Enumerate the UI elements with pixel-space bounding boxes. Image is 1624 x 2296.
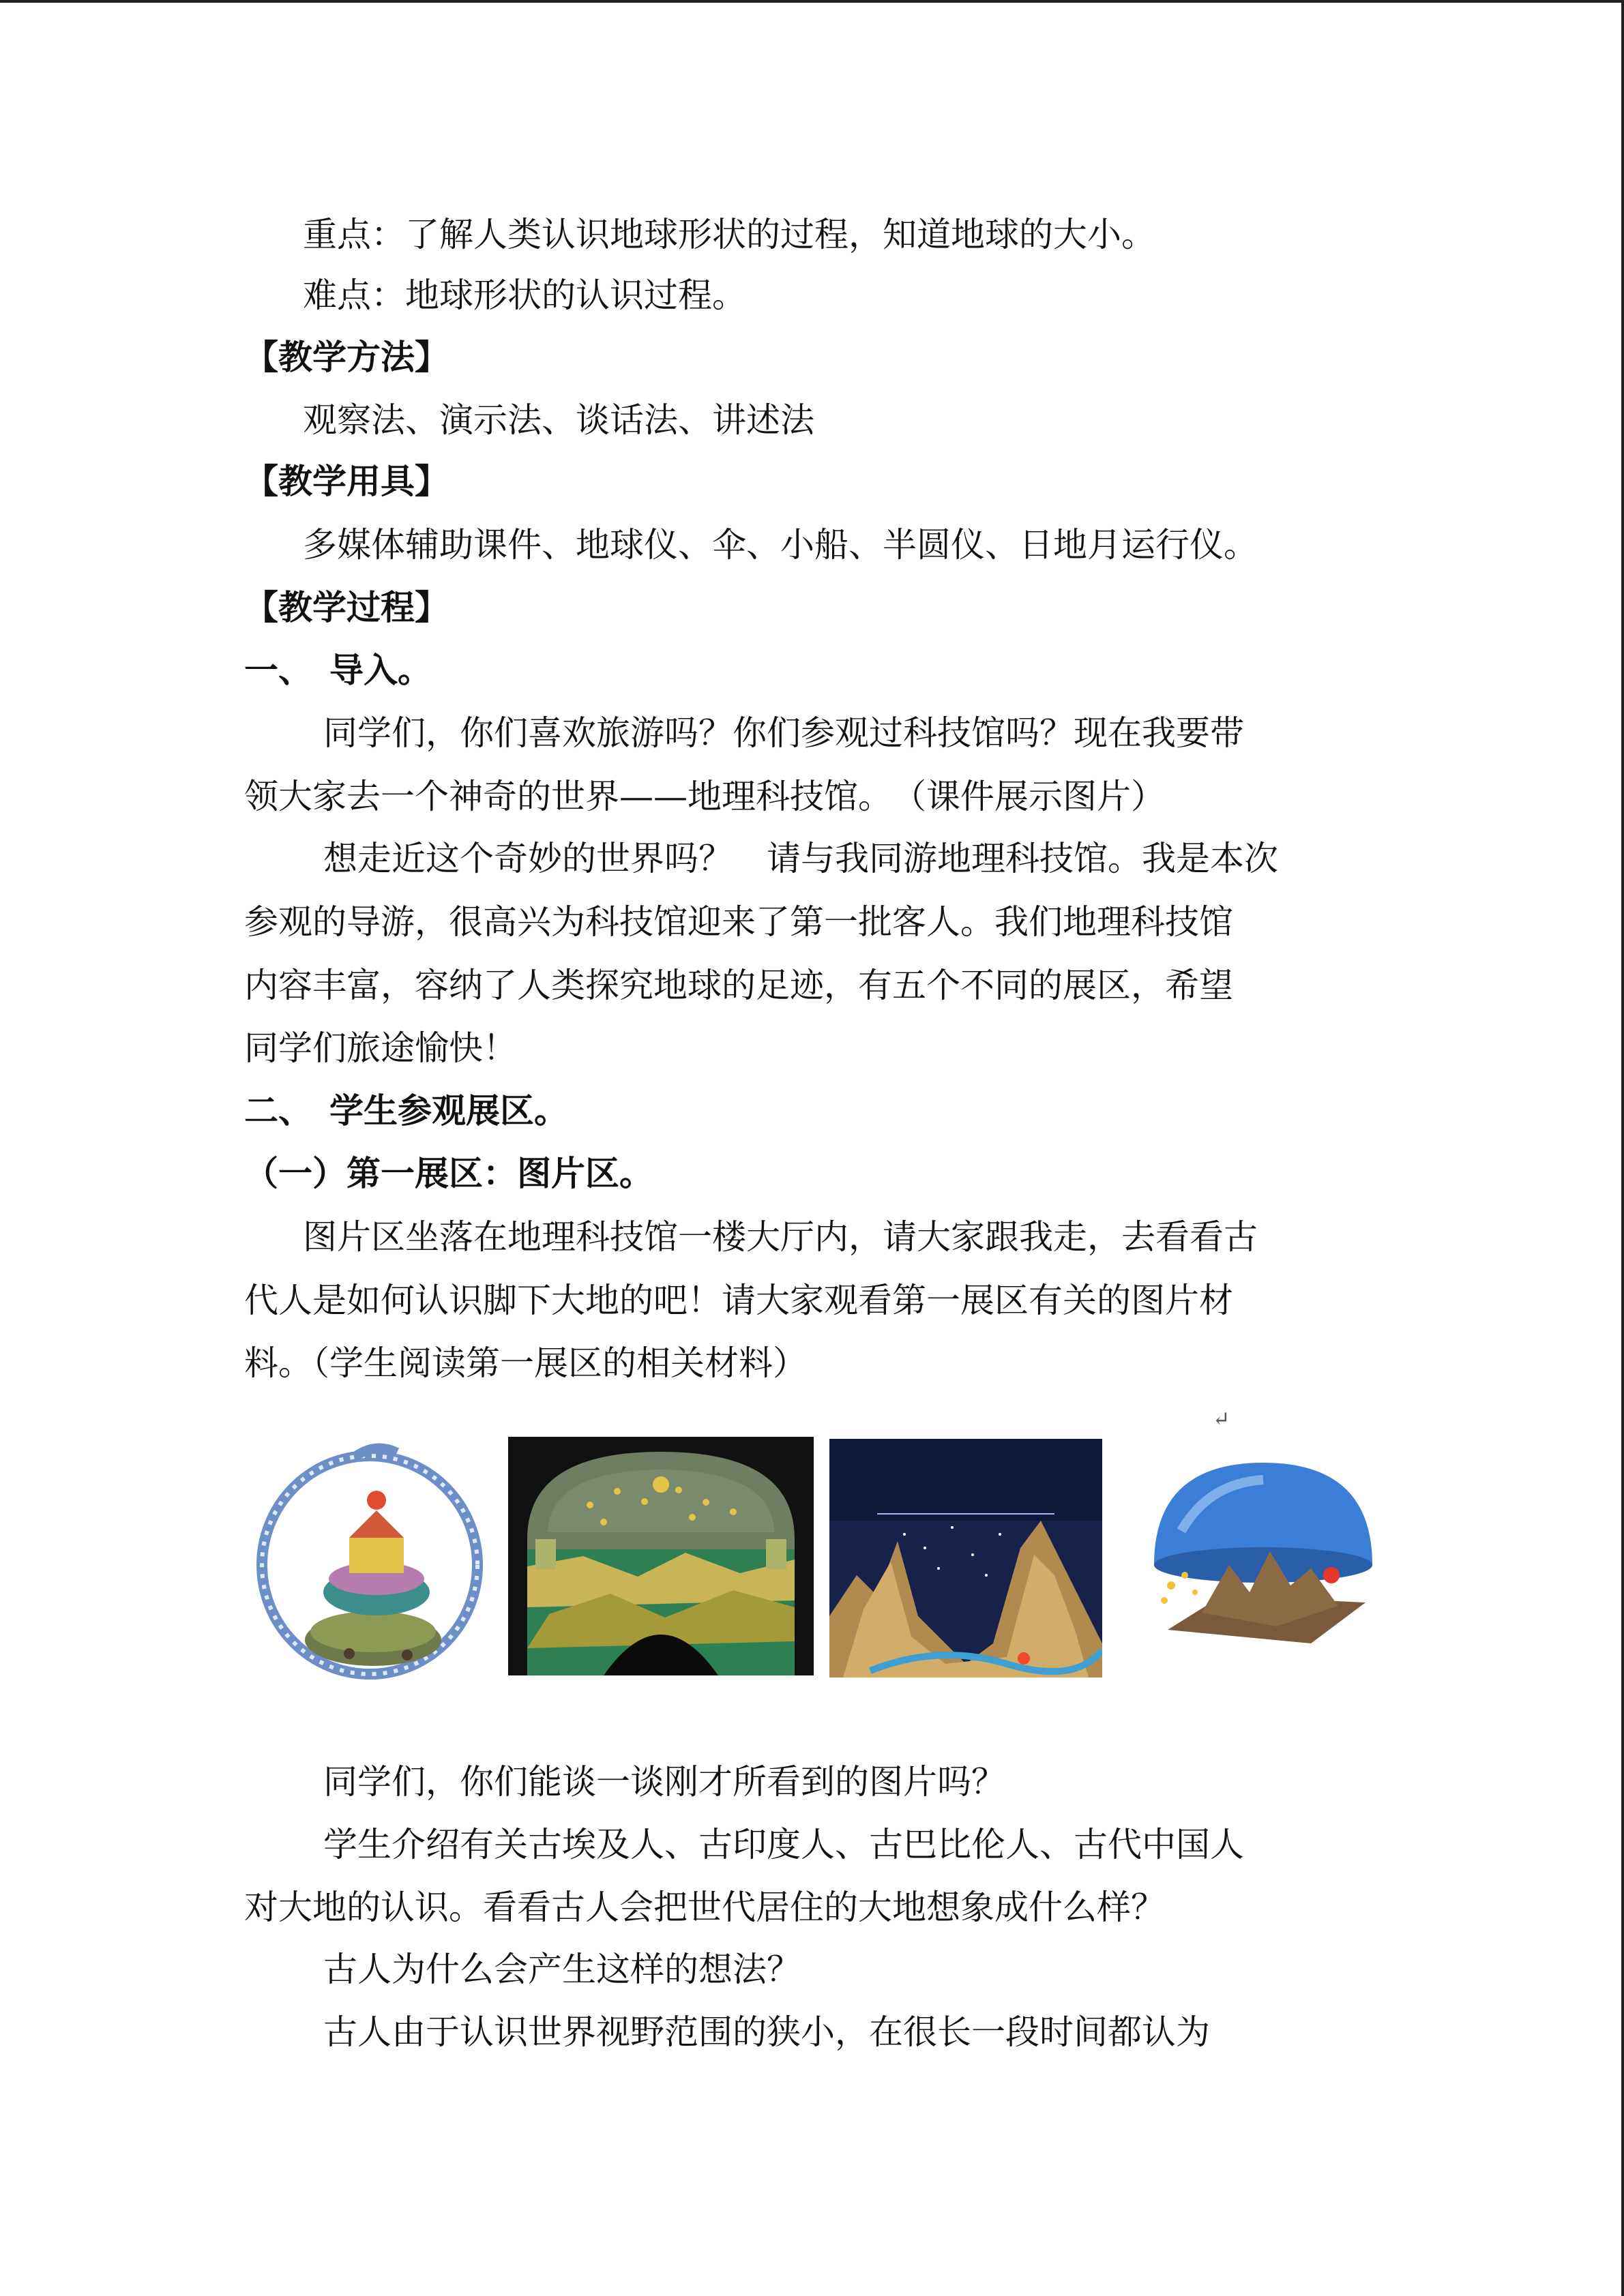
key-point-line: 重点：了解人类认识地球形状的过程，知道地球的大小。	[303, 215, 1155, 254]
paragraph-line: 想走近这个奇妙的世界吗？ 请与我同游地理科技馆。我是本次	[323, 839, 1278, 878]
paragraph-line: 同学们旅途愉快！	[244, 1028, 517, 1068]
paragraph-line: 领大家去一个神奇的世界——地理科技馆。 （课件展示图片）	[244, 777, 1165, 816]
paragraph-line: 内容丰富，容纳了人类探究地球的足迹，有五个不同的展区，希望	[244, 966, 1233, 1005]
paragraph-line: 同学们，你们能谈一谈刚才所看到的图片吗？	[323, 1762, 1005, 1802]
difficulty-line: 难点：地球形状的认识过程。	[303, 275, 746, 315]
turtle-elephant-serpent-cosmos-icon	[247, 1435, 506, 1696]
mountains-under-starry-sky-icon	[829, 1439, 1102, 1678]
paragraph-line: 对大地的认识。看看古人会把世代居住的大地想象成什么样？	[244, 1888, 1165, 1927]
section-heading-method: 【教学方法】	[244, 337, 449, 377]
subsection-heading: （一）第一展区：图片区。	[244, 1153, 653, 1193]
paragraph-line: 古人为什么会产生这样的想法？	[323, 1950, 801, 1989]
paragraph-line: 学生介绍有关古埃及人、古印度人、古巴比伦人、古代中国人	[323, 1825, 1244, 1864]
paragraph-line: 代人是如何认识脚下大地的吧！请大家观看第一展区有关的图片材	[244, 1281, 1233, 1320]
paragraph-line: 同学们，你们喜欢旅游吗？你们参观过科技馆吗？现在我要带	[323, 713, 1244, 753]
method-list: 观察法、演示法、谈话法、讲述法	[303, 400, 814, 440]
ancient-egyptian-earth-image	[508, 1437, 814, 1675]
section-heading-process: 【教学过程】	[244, 587, 449, 627]
ancient-chinese-earth-image	[1140, 1449, 1378, 1674]
step-one-heading: 一、 导入。	[244, 650, 432, 690]
paragraph-line: 参观的导游，很高兴为科技馆迎来了第一批客人。我们地理科技馆	[244, 902, 1233, 942]
paragraph-return-mark: ↵	[1213, 1407, 1230, 1431]
paragraph-line: 古人由于认识世界视野范围的狭小，在很长一段时间都认为	[323, 2012, 1210, 2052]
ancient-indian-earth-image	[247, 1435, 506, 1696]
tools-list: 多媒体辅助课件、地球仪、伞、小船、半圆仪、日地月运行仪。	[303, 525, 1258, 565]
blue-dome-over-square-earth-icon	[1140, 1449, 1378, 1674]
paragraph-line: 料。（学生阅读第一展区的相关材料）	[244, 1343, 807, 1383]
page-border-top	[0, 0, 1624, 3]
page-border-right	[1621, 0, 1624, 2296]
dome-sky-over-land-icon	[508, 1437, 814, 1675]
section-heading-tools: 【教学用具】	[244, 461, 449, 501]
step-two-heading: 二、 学生参观展区。	[244, 1090, 568, 1131]
paragraph-line: 图片区坐落在地理科技馆一楼大厅内，请大家跟我走，去看看古	[303, 1217, 1258, 1257]
ancient-babylonian-earth-image	[829, 1439, 1102, 1678]
